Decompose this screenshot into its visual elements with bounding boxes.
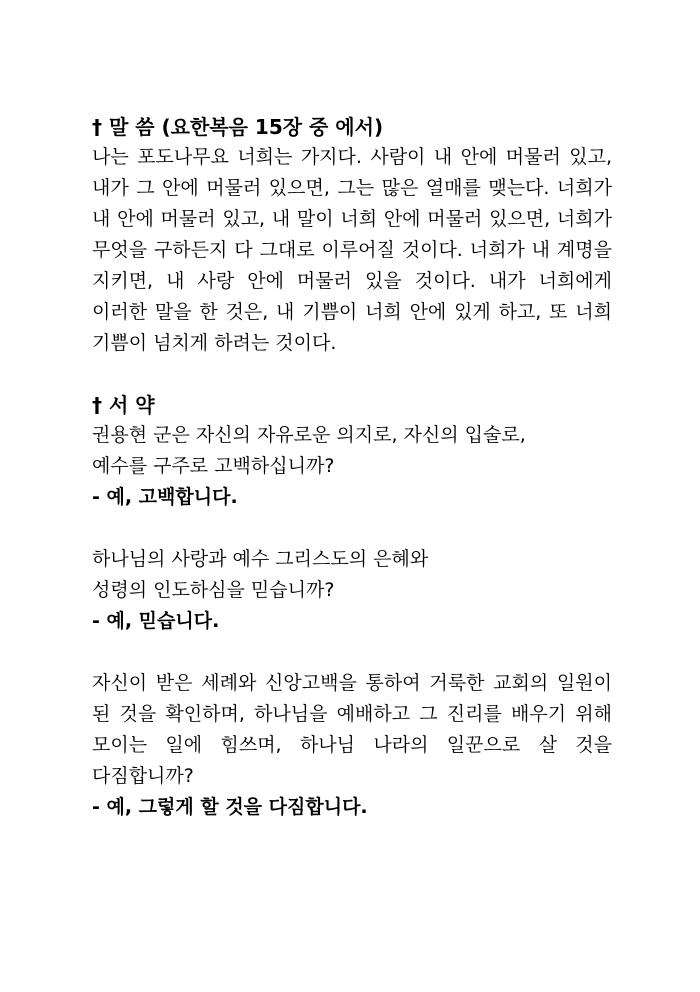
vow-question-3	[92, 668, 612, 823]
vow-question-1-line-2: 예수를 구주로 고백하십니까?	[92, 455, 335, 477]
vow-question-1-line-1: 권용현 군은 자신의 자유로운 의지로, 자신의 입술로,	[92, 424, 526, 446]
vow-section	[92, 390, 612, 823]
scripture-section	[92, 112, 612, 359]
question-spacer	[92, 637, 612, 668]
document-page	[92, 112, 612, 823]
vow-question-2-line-1: 하나님의 사랑과 예수 그리스도의 은혜와	[92, 548, 429, 570]
vow-question-2	[92, 544, 612, 637]
vow-answer-1: - 예, 고백합니다.	[92, 486, 238, 508]
question-spacer	[92, 513, 612, 544]
vow-question-3-text: 자신이 받은 세례와 신앙고백을 통하여 거룩한 교회의 일원이 된 것을 확인하며, 하나님을 예배하고 그 진리를 배우기 위해 모이는 일에 힘쓰며, 하나님 나라의 일꾼으로 살 것을 다짐합니까?	[92, 672, 612, 787]
vow-heading: † 서 약	[92, 393, 155, 417]
vow-answer-2: - 예, 믿습니다.	[92, 610, 220, 632]
vow-answer-3: - 예, 그렇게 할 것을 다짐합니다.	[92, 796, 368, 818]
scripture-text: 나는 포도나무요 너희는 가지다. 사람이 내 안에 머물러 있고, 내가 그 안에 머물러 있으면, 그는 많은 열매를 맺는다. 너희가 내 안에 머물러 있고, 내 말이 너희 안에 머물러 있으면, 너희가 무엇을 구하든지 다 그대로 이루어질 것이다. 너희가 내 계명을 지키면, 내 사랑 안에 머물러 있을 것이다. 내가 너희에게 이러한 말을 한 것은, 내 기쁨이 너희 안에 있게 하고, 또 너희 기쁨이 넘치게 하려는 것이다.	[92, 146, 612, 354]
vow-question-1	[92, 420, 612, 513]
vow-question-2-line-2: 성령의 인도하심을 믿습니까?	[92, 579, 335, 601]
section-spacer	[92, 359, 612, 390]
scripture-heading: † 말 씀 (요한복음 15장 중 에서)	[92, 115, 384, 139]
